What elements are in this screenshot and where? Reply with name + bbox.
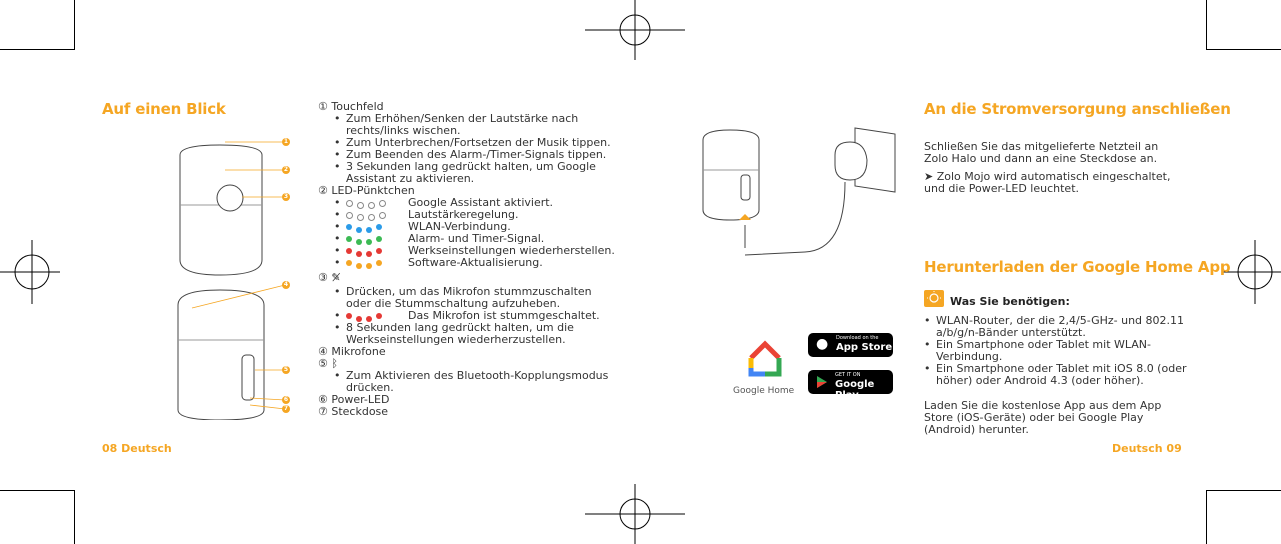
led-dots: [346, 209, 408, 221]
list-item: • Drücken, um das Mikrofon stummzuschalten oder die Stummschaltung aufzuheben.: [334, 285, 592, 310]
section-heading-power: An die Stromversorgung anschließen: [924, 100, 1231, 118]
mic-list: [318, 286, 618, 346]
google-play-button[interactable]: [808, 370, 893, 401]
list-item: • Ein Smartphone oder Tablet mit iOS 8.0 (oder höher) oder Android 4.3 (oder höher).: [924, 362, 1187, 387]
mic-mute-icon: ✎̸: [331, 271, 341, 284]
led-dots: [346, 257, 408, 269]
led-title: ② LED-Pünktchen: [318, 184, 415, 197]
mic-title-row: [318, 272, 618, 284]
download-paragraph: Laden Sie die kostenlose App aus dem App Store (iOS-Geräte) oder bei Google Play (Android) herunter.: [924, 399, 1162, 436]
touch-list: [318, 113, 618, 185]
feature-descriptions: [318, 101, 618, 418]
needs-title: Was Sie benötigen:: [950, 295, 1070, 308]
list-item: • 3 Sekunden lang gedrückt halten, um Google Assistant zu aktivieren.: [334, 160, 596, 185]
list-item: • Zum Beenden des Alarm-/Timer-Signals tippen.: [334, 148, 607, 161]
led-dots: [346, 221, 408, 233]
google-home-icon: [747, 340, 783, 378]
google-play-bottom: Google Play: [835, 379, 875, 401]
callout-2: 2: [283, 166, 289, 173]
google-play-top: GET IT ON: [835, 372, 861, 378]
right-footer: Deutsch 09: [1112, 442, 1182, 455]
list-item: • Google Assistant aktiviert.: [334, 196, 554, 209]
mic-title: ③: [318, 271, 328, 284]
list-item: • Zum Erhöhen/Senken der Lautstärke nach rechts/links wischen.: [334, 112, 579, 137]
app-store-bottom: App Store: [836, 342, 893, 353]
section-heading-app: Herunterladen der Google Home App: [924, 258, 1231, 276]
page-heading: Auf einen Blick: [102, 100, 226, 118]
bt-list: [318, 370, 618, 394]
callout-1: 1: [283, 138, 289, 145]
power-led-label: ⑥ Power-LED: [318, 393, 390, 406]
lightbulb-icon: [924, 290, 944, 307]
led-list: [318, 197, 618, 269]
list-item: • WLAN-Router, der die 2,4/5-GHz- und 802.11 a/b/g/n-Bänder unterstützt.: [924, 314, 1185, 339]
app-store-button[interactable]: [808, 333, 893, 357]
list-item: • 8 Sekunden lang gedrückt halten, um die Werkseinstellungen wiederherzustellen.: [334, 321, 574, 346]
callout-3: 3: [283, 193, 289, 200]
callout-6: 6: [283, 396, 289, 403]
callout-5: 5: [283, 366, 289, 373]
socket-label: ⑦ Steckdose: [318, 405, 389, 418]
list-item: • Lautstärkeregelung.: [334, 208, 519, 221]
apple-icon: ●: [816, 336, 829, 352]
list-item: • Software-Aktualisierung.: [334, 256, 543, 269]
power-connection-illustration: [695, 120, 905, 265]
list-item: • WLAN-Verbindung.: [334, 220, 511, 233]
play-icon: [815, 375, 829, 389]
touch-title: ① Touchfeld: [318, 100, 384, 113]
list-item: • Ein Smartphone oder Tablet mit WLAN-Verbindung.: [924, 338, 1151, 363]
bt-title: ⑤: [318, 357, 328, 370]
google-home-label: Google Home: [733, 386, 795, 396]
led-dots: [346, 233, 408, 245]
needs-list: [908, 315, 1188, 387]
power-result-paragraph: ➤ Zolo Mojo wird automatisch eingeschaltet, und die Power-LED leuchtet.: [924, 170, 1171, 195]
bluetooth-icon: ᛒ: [331, 357, 338, 370]
microphones-label: ④ Mikrofone: [318, 345, 386, 358]
list-item: • Das Mikrofon ist stummgeschaltet.: [334, 309, 600, 322]
app-store-top: Download on the: [836, 335, 879, 341]
led-dots: [346, 197, 408, 209]
list-item: • Alarm- und Timer-Signal.: [334, 232, 545, 245]
list-item: • Werkseinstellungen wiederherstellen.: [334, 244, 615, 257]
callout-4: 4: [283, 281, 289, 288]
list-item: • Zum Unterbrechen/Fortsetzen der Musik tippen.: [334, 136, 611, 149]
list-item: • Zum Aktivieren des Bluetooth-Kopplungsmodus drücken.: [334, 369, 609, 394]
led-dots: [346, 245, 408, 257]
left-footer: 08 Deutsch: [102, 442, 172, 455]
power-paragraph: Schließen Sie das mitgelieferte Netzteil an Zolo Halo und dann an eine Steckdose an.: [924, 140, 1159, 165]
callout-7: 7: [283, 405, 289, 412]
